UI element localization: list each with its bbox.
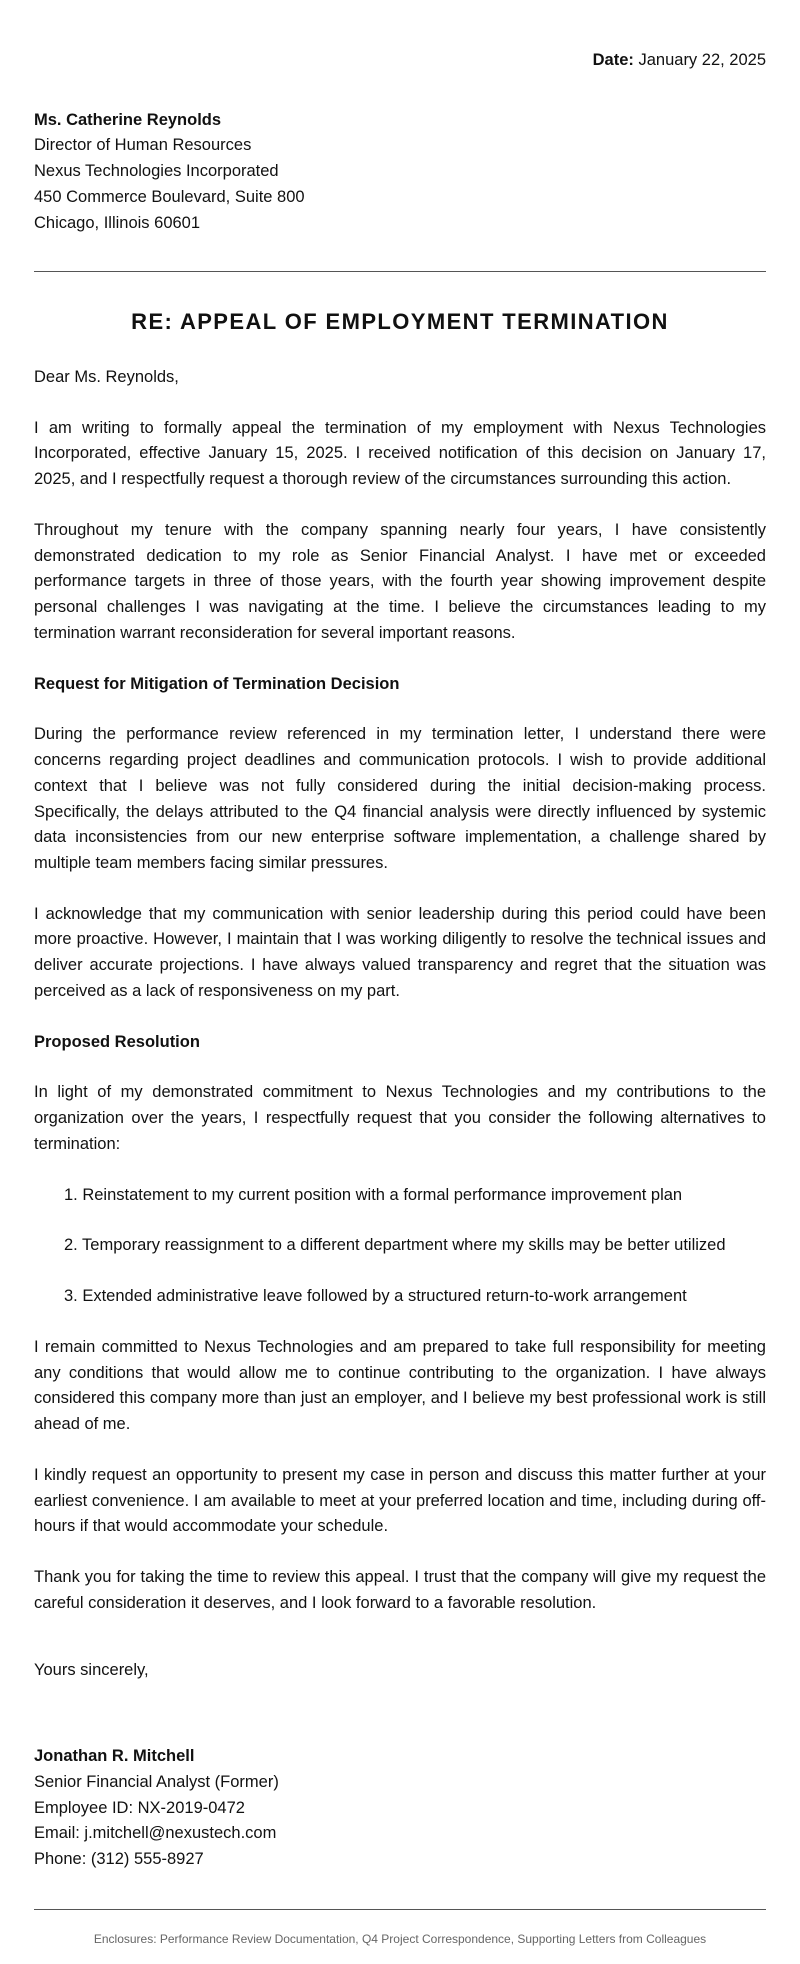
recipient-title: Director of Human Resources xyxy=(34,136,252,155)
paragraph-alternatives-intro: In light of my demonstrated commitment to Nexus Technologies and my contributions to the organization over the years, I respectfully request that you consider the following alternatives to termination: xyxy=(34,1083,766,1153)
paragraph-tenure: Throughout my tenure with the company spanning nearly four years, I have consistently demonstrated dedication to my role as Senior Financial Analyst. I have met or exceeded performance targets in three of those years, with the fourth year showing improvement despite personal challenges I was navigating at the time. I believe the circumstances leading to my termination warrant reconsideration for several important reasons. xyxy=(34,520,766,642)
list-item: 2. Temporary reassignment to a different department where my skills may be better utilized xyxy=(64,1236,726,1255)
sender-phone: Phone: (312) 555-8927 xyxy=(34,1850,204,1869)
sender-title: Senior Financial Analyst (Former) xyxy=(34,1772,279,1791)
list-item: 3. Extended administrative leave followed by a structured return-to-work arrangement xyxy=(64,1287,687,1306)
recipient-name: Ms. Catherine Reynolds xyxy=(34,110,222,129)
section-heading-mitigation: Request for Mitigation of Termination Decision xyxy=(34,674,400,693)
paragraph-intro: I am writing to formally appeal the termination of my employment with Nexus Technologies Incorporated, effective January 15, 2025. I received notification of this decision on January 17, 2025, and I respectfully request a thorough review of the circumstances surrounding this action. xyxy=(34,418,766,489)
date-label: Date: xyxy=(592,51,634,69)
date-line xyxy=(34,48,766,74)
paragraph-acknowledgement: I acknowledge that my communication with senior leadership during this period could have been more proactive. However, I maintain that I was working diligently to resolve the technical issues and deliver accurate projections. I have always valued transparency and regret that the situation was perceived as a lack of responsiveness on my part. xyxy=(34,904,766,1000)
closing-line: Yours sincerely, xyxy=(34,1661,149,1680)
section-heading-resolution: Proposed Resolution xyxy=(34,1032,200,1051)
header-divider xyxy=(34,271,766,272)
subject-heading: RE: APPEAL OF EMPLOYMENT TERMINATION xyxy=(131,309,669,335)
sender-email: Email: j.mitchell@nexustech.com xyxy=(34,1824,277,1843)
alternatives-list xyxy=(34,1183,766,1310)
list-item: 1. Reinstatement to my current position with a formal performance improvement plan xyxy=(64,1185,683,1204)
recipient-address-block xyxy=(34,108,766,237)
date-value: January 22, 2025 xyxy=(638,51,766,69)
signature-block xyxy=(34,1744,766,1873)
salutation: Dear Ms. Reynolds, xyxy=(34,368,179,386)
sender-name: Jonathan R. Mitchell xyxy=(34,1747,195,1766)
sender-employee-id: Employee ID: NX-2019-0472 xyxy=(34,1798,245,1817)
paragraph-meeting-request: I kindly request an opportunity to present my case in person and discuss this matter further at your earliest convenience. I am available to meet at your preferred location and time, including during off-hours if that would accommodate your schedule. xyxy=(34,1465,766,1536)
footer-divider xyxy=(34,1909,766,1910)
enclosures-note: Enclosures: Performance Review Documentation, Q4 Project Correspondence, Supporting Letters from Colleagues xyxy=(93,1931,707,1946)
recipient-city: Chicago, Illinois 60601 xyxy=(34,213,201,232)
paragraph-commitment: I remain committed to Nexus Technologies and am prepared to take full responsibility for meeting any conditions that would allow me to continue contributing to the organization. I have always considered this company more than just an employer, and I believe my best professional work is still ahead of me. xyxy=(34,1337,766,1434)
paragraph-thanks: Thank you for taking the time to review this appeal. I trust that the company will give my request the careful consideration it deserves, and I look forward to a favorable resolution. xyxy=(34,1567,766,1612)
recipient-company: Nexus Technologies Incorporated xyxy=(34,162,279,181)
recipient-street: 450 Commerce Boulevard, Suite 800 xyxy=(34,187,305,206)
paragraph-performance-review: During the performance review referenced in my termination letter, I understand there were concerns regarding project deadlines and communication protocols. I wish to provide additional context that I believe was not fully considered during the initial decision-making process. Specifically, the delays attributed to the Q4 financial analysis were directly influenced by systemic data inconsistencies from our new enterprise software implementation, a challenge shared by multiple team members facing similar pressures. xyxy=(34,725,766,873)
